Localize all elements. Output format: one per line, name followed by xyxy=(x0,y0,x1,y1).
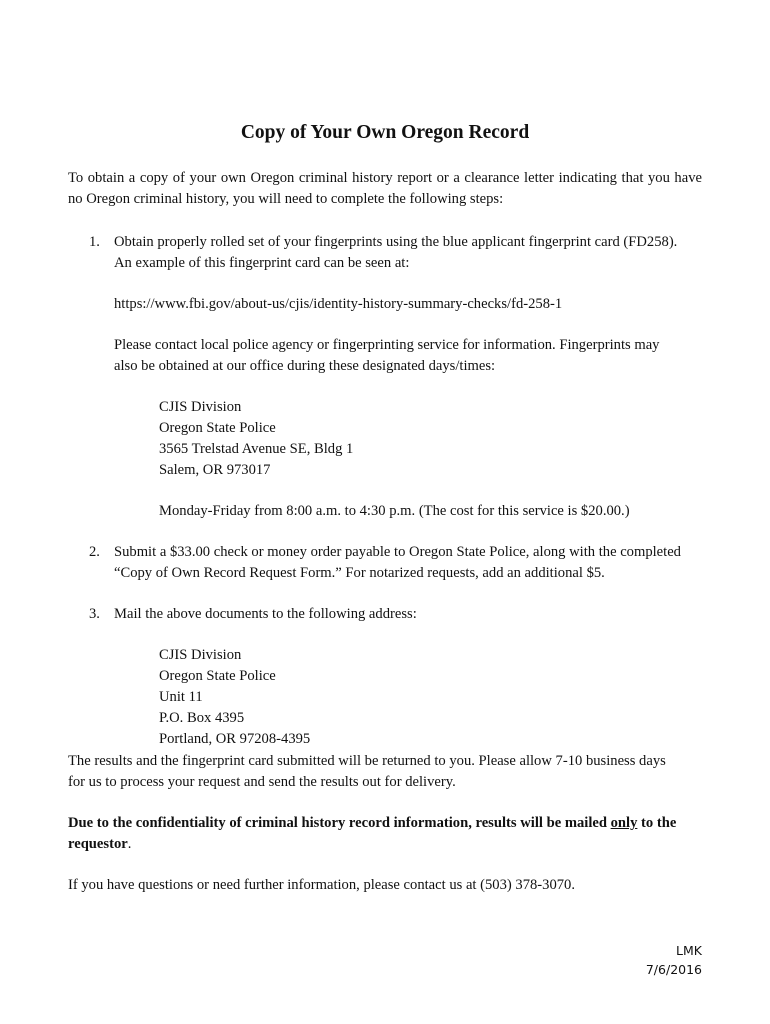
contact-text: also be obtained at our office during these designated days/times: xyxy=(114,358,496,374)
step-number: 3. xyxy=(89,606,100,622)
closing-section xyxy=(68,751,708,896)
address-line: Oregon State Police xyxy=(159,420,276,436)
address-line: Oregon State Police xyxy=(159,668,276,684)
step-number: 2. xyxy=(89,544,100,560)
fingerprint-card-url: https://www.fbi.gov/about-us/cjis/identity-history-summary-checks/fd-258-1 xyxy=(114,296,563,312)
step-2 xyxy=(68,542,708,584)
step-text: Obtain properly rolled set of your fingerprints using the blue applicant fingerprint card (FD258). xyxy=(114,234,678,250)
author-initials: LMK xyxy=(676,943,702,958)
contact-text: Please contact local police agency or fingerprinting service for information. Fingerprints may xyxy=(114,337,660,353)
results-text: The results and the fingerprint card submitted will be returned to you. Please allow 7-10 business days xyxy=(68,753,666,769)
step-text: Submit a $33.00 check or money order payable to Oregon State Police, along with the completed xyxy=(114,544,681,560)
address-line: Salem, OR 973017 xyxy=(159,462,271,478)
confidentiality-notice-end: requestor. xyxy=(68,836,132,852)
address-line: 3565 Trelstad Avenue SE, Bldg 1 xyxy=(159,441,354,457)
step-1 xyxy=(68,232,708,522)
address-line: Unit 11 xyxy=(159,689,203,705)
office-hours: Monday-Friday from 8:00 a.m. to 4:30 p.m. (The cost for this service is $20.00.) xyxy=(159,503,630,519)
confidentiality-notice: Due to the confidentiality of criminal history record information, results will be mailed only to the xyxy=(68,815,677,831)
step-number: 1. xyxy=(89,234,100,250)
step-text: Mail the above documents to the following address: xyxy=(114,606,417,622)
contact-phone-text: If you have questions or need further information, please contact us at (503) 378-3070. xyxy=(68,877,575,893)
steps-list xyxy=(68,232,708,750)
portland-address xyxy=(114,645,708,750)
step-text: An example of this fingerprint card can be seen at: xyxy=(114,255,410,271)
step-3 xyxy=(68,604,708,750)
only-emphasis: only xyxy=(610,815,638,831)
intro-paragraph: To obtain a copy of your own Oregon criminal history report or a clearance letter indicating that you have no Oregon criminal history, you will need to complete the following steps: xyxy=(68,170,702,207)
step-text: “Copy of Own Record Request Form.” For notarized requests, add an additional $5. xyxy=(114,565,605,581)
page-title: Copy of Your Own Oregon Record xyxy=(240,122,530,143)
address-line: CJIS Division xyxy=(159,399,242,415)
address-line: P.O. Box 4395 xyxy=(159,710,245,726)
salem-address xyxy=(114,397,708,522)
footer xyxy=(646,941,702,979)
address-line: CJIS Division xyxy=(159,647,242,663)
results-text: for us to process your request and send the results out for delivery. xyxy=(68,774,456,790)
document-date: 7/6/2016 xyxy=(645,962,702,977)
address-line: Portland, OR 97208-4395 xyxy=(159,731,311,747)
